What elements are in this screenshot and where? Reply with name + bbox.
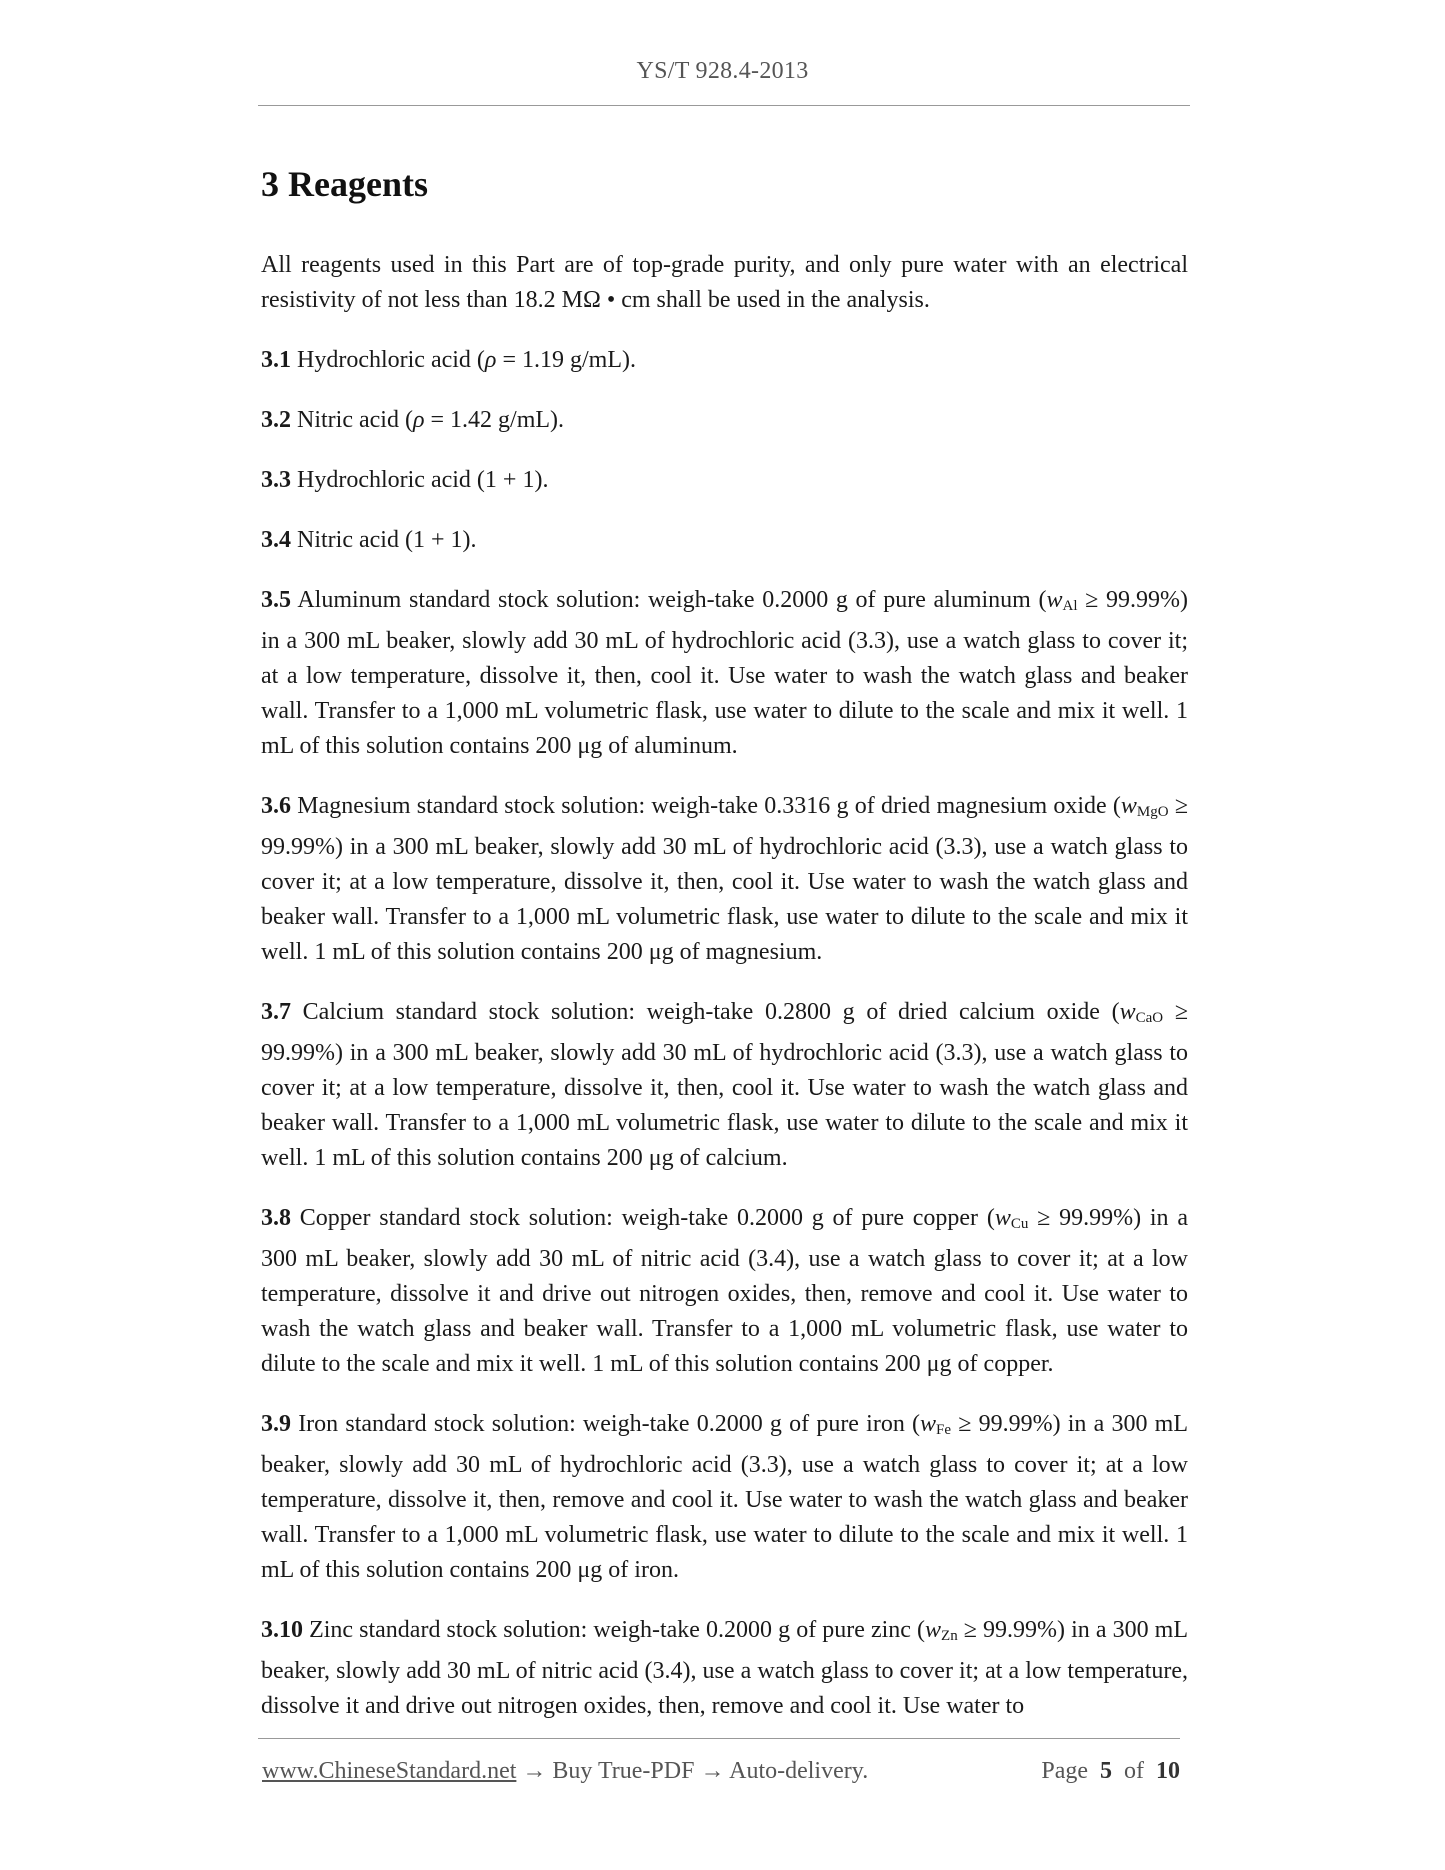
reagent-item-3-9 [261,1407,1188,1588]
section-title: 3 Reagents [261,164,428,204]
item-text: Hydrochloric acid ( [291,347,485,373]
density-symbol: ρ [484,347,497,373]
item-text: ≥ 99.99%) in a 300 mL beaker, slowly add 30 mL of nitric acid (3.4), use a watch glass to cover it; at a low temperature, dissolve it and drive out nitrogen oxides, then, remove and cool it. Use water to [261,1617,1188,1719]
item-number: 3.10 [261,1617,303,1643]
mass-fraction-subscript: MgO [1136,804,1169,820]
mass-fraction-subscript: Al [1062,598,1078,614]
reagent-item-3-1 [261,343,1188,378]
item-text: Aluminum standard stock solution: weigh-take 0.2000 g of pure aluminum ( [291,587,1047,613]
item-number: 3.3 [261,467,291,493]
page-indicator [1041,1758,1180,1785]
page-word: Page [1041,1758,1088,1784]
item-number: 3.9 [261,1411,291,1437]
mass-fraction-subscript: Zn [941,1628,958,1644]
document-code-header: YS/T 928.4-2013 [636,58,809,84]
item-text: ≥ 99.99%) in a 300 mL beaker, slowly add 30 mL of hydrochloric acid (3.3), use a watch glass to cover it; at a low temperature, dissolve it, then, remove and cool it. Use water to wash the watch glass and beaker wall. Transfer to a 1,000 mL volumetric flask, use water to dilute to the scale and mix it well. 1 mL of this solution contains 200 μg of iron. [261,1411,1188,1583]
reagent-item-3-10 [261,1613,1188,1724]
of-word: of [1124,1758,1144,1784]
item-text: Calcium standard stock solution: weigh-take 0.2800 g of dried calcium oxide ( [291,999,1120,1025]
total-page-count: 10 [1156,1758,1180,1784]
footer-divider [258,1738,1180,1739]
item-text: ≥ 99.99%) in a 300 mL beaker, slowly add 30 mL of hydrochloric acid (3.3), use a watch glass to cover it; at a low temperature, dissolve it, then, cool it. Use water to wash the watch glass and beaker wall. Transfer to a 1,000 mL volumetric flask, use water to dilute to the scale and mix it well. 1 mL of this solution contains 200 μg of calcium. [261,999,1188,1171]
item-number: 3.2 [261,407,291,433]
item-text: Nitric acid ( [291,407,413,433]
mass-fraction-symbol: w [920,1411,937,1437]
item-text: ≥ 99.99%) in a 300 mL beaker, slowly add 30 mL of nitric acid (3.4), use a watch glass to cover it; at a low temperature, dissolve it and drive out nitrogen oxides, then, remove and cool it. Use water to wash the watch glass and beaker wall. Transfer to a 1,000 mL volumetric flask, use water to dilute to the scale and mix it well. 1 mL of this solution contains 200 μg of copper. [261,1205,1189,1377]
mass-fraction-symbol: w [925,1617,942,1643]
item-text: ≥ 99.99%) in a 300 mL beaker, slowly add 30 mL of hydrochloric acid (3.3), use a watch glass to cover it; at a low temperature, dissolve it, then, cool it. Use water to wash the watch glass and beaker wall. Transfer to a 1,000 mL volumetric flask, use water to dilute to the scale and mix it well. 1 mL of this solution contains 200 μg of aluminum. [261,587,1188,759]
current-page-number: 5 [1100,1758,1112,1784]
footer-promo [262,1758,868,1785]
item-text: Nitric acid (1 + 1). [291,527,477,553]
header-divider [258,105,1190,106]
reagent-item-3-6 [261,789,1188,970]
item-number: 3.7 [261,999,291,1025]
mass-fraction-subscript: Cu [1010,1216,1029,1232]
item-text: Hydrochloric acid (1 + 1). [291,467,549,493]
reagent-item-3-3 [261,463,1188,498]
reagent-item-3-4 [261,523,1188,558]
item-number: 3.1 [261,347,291,373]
reagent-item-3-7 [261,995,1188,1176]
reagent-item-3-8 [261,1201,1188,1382]
item-number: 3.8 [261,1205,291,1231]
item-text: ≥ 99.99%) in a 300 mL beaker, slowly add 30 mL of hydrochloric acid (3.3), use a watch glass to cover it; at a low temperature, dissolve it, then, cool it. Use water to wash the watch glass and beaker wall. Transfer to a 1,000 mL volumetric flask, use water to dilute to the scale and mix it well. 1 mL of this solution contains 200 μg of magnesium. [261,793,1188,965]
item-number: 3.6 [261,793,291,819]
item-text: = 1.19 g/mL). [496,347,636,373]
item-number: 3.4 [261,527,291,553]
item-text: Copper standard stock solution: weigh-take 0.2000 g of pure copper ( [291,1205,995,1231]
item-text: = 1.42 g/mL). [424,407,565,433]
footer-promo-text: → Buy True-PDF → Auto-delivery. [516,1758,869,1784]
density-symbol: ρ [412,407,425,433]
reagent-item-3-2 [261,403,1188,438]
reagent-item-3-5 [261,583,1188,764]
mass-fraction-subscript: CaO [1135,1010,1164,1026]
section-intro: All reagents used in this Part are of top-grade purity, and only pure water with an electrical resistivity of not less than 18.2 MΩ • cm shall be used in the analysis. [261,252,1188,313]
item-text: Zinc standard stock solution: weigh-take 0.2000 g of pure zinc ( [303,1617,926,1643]
website-link[interactable]: www.ChineseStandard.net [262,1758,517,1784]
mass-fraction-symbol: w [994,1205,1011,1231]
mass-fraction-symbol: w [1046,587,1063,613]
item-text: Magnesium standard stock solution: weigh-take 0.3316 g of dried magnesium oxide ( [291,793,1121,819]
page-content [261,160,1188,1749]
mass-fraction-subscript: Fe [936,1422,952,1438]
mass-fraction-symbol: w [1119,999,1136,1025]
item-text: Iron standard stock solution: weigh-take 0.2000 g of pure iron ( [291,1411,921,1437]
item-number: 3.5 [261,587,291,613]
mass-fraction-symbol: w [1120,793,1137,819]
